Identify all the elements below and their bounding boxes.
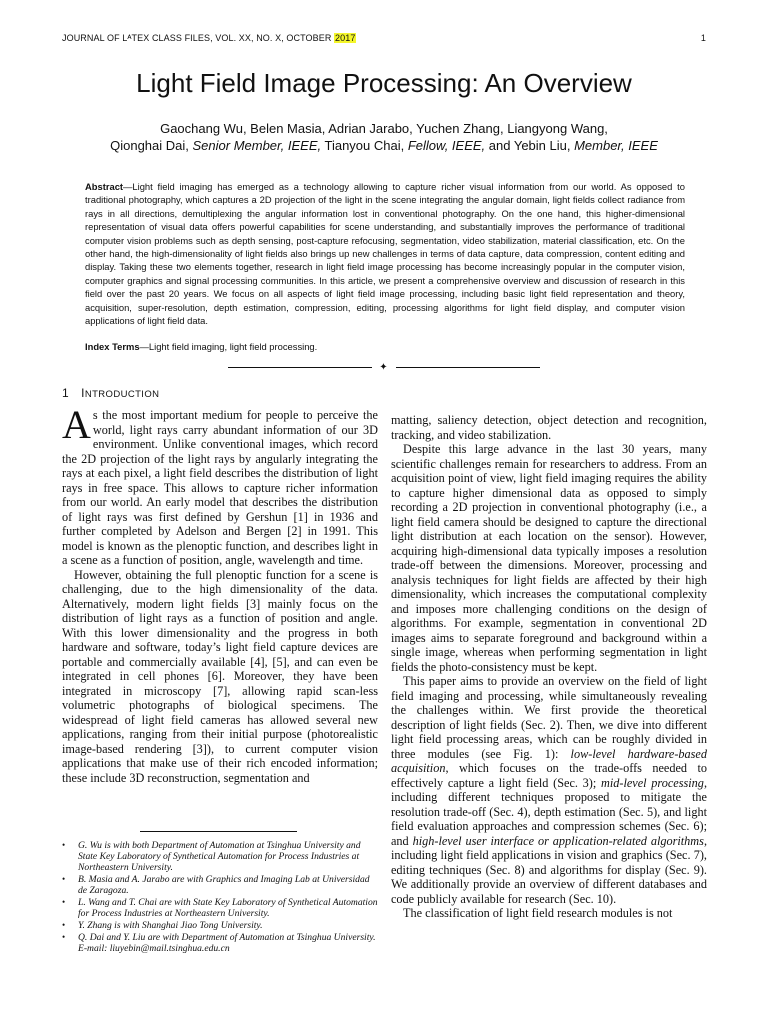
author-affiliation: Member, IEEE — [574, 138, 658, 153]
section-heading — [62, 386, 159, 400]
left-column — [62, 402, 378, 785]
divider-line-left — [228, 367, 372, 368]
footnote-text: G. Wu is with both Department of Automation at Tsinghua University and State Key Laboratory of Synthetical Automation for Process Industries at Northeastern University. — [78, 840, 361, 873]
footnote-text: B. Masia and A. Jarabo are with Graphics and Imaging Lab at Universidad de Zaragoza. — [78, 874, 370, 896]
emphasis-text: mid-level processing — [601, 775, 704, 790]
page-number: 1 — [700, 33, 706, 43]
footnote-text: Q. Dai and Y. Liu are with Department of Automation at Tsinghua University. E-mail: liuyebin@mail.tsinghua.edu.cn — [78, 932, 376, 954]
paragraph — [62, 402, 378, 568]
footnote-item — [62, 874, 378, 896]
section-title-initial: I — [81, 386, 85, 400]
index-terms — [85, 341, 685, 352]
author-affiliation: Fellow, IEEE, — [407, 138, 486, 153]
journal-name — [62, 33, 356, 43]
author-text: Tianyou Chai, — [321, 138, 408, 153]
paragraph-text: s the most important medium for people to perceive the world, light rays carry abundant information of our 3D environment. Unlike conventional images, which record the 2D projection of the light rays by angularly integrating the rays at each pixel, a light field describes the distribution of light rays in free space. This allows to capture richer information from our world. An early model that describes the distribution of light rays was first defined by Gershun [1] in 1936 and further completed by Adelson and Bergen [2] in 1991. This model is known as the plenoptic function, and describes light in a scene as a function of position, angle, wavelength and time. — [62, 408, 378, 567]
bullet-icon: • — [62, 920, 66, 930]
paragraph-text: , including different techniques proposed to mitigate the resolution trade-off (Sec. 4), depth estimation (Sec. 5), and light field evaluation approaches and compression schemes (Sec. 6); and — [391, 775, 707, 848]
author-line-1: Gaochang Wu, Belen Masia, Adrian Jarabo, Yuchen Zhang, Liangyong Wang, — [160, 121, 608, 136]
abstract-label: Abstract — [85, 181, 124, 192]
paragraph: Despite this large advance in the last 30 years, many scientific challenges remain for researchers to address. From an acquisition point of view, light field imaging requires the ability to capture higher dimensional data as opposed to simply recording a 2D projection in conventional photography (i.e., a light field camera should be designed to capture the directional light distribution at each location on the sensor). However, acquiring high-dimensional data typically imposes a resolution trade-off between the dimensions. Moreover, processing and analysis techniques for light fields are affected by their high dimensionality, which increases the computational complexity and imposes more challenging conditions on the design of algorithms. For example, segmentation in conventional 2D images aims to separate foreground and background within a single image, whereas when performing segmentation in light fields the photo-consistency must be kept. — [391, 442, 707, 674]
abstract-text: —Light field imaging has emerged as a technology allowing to capture richer visual information from our world. As opposed to traditional photography, which captures a 2D projection of the light in the scene integrating the angular domain, light fields collect radiance from rays in all directions, demultiplexing the angular information lost in conventional photography. On the one hand, this higher-dimensional representation of visual data offers powerful capabilities for scene understanding, and substantially improves the performance of traditional computer vision problems such as depth sensing, post-capture refocusing, segmentation, video stabilization, material classification, etc. On the other hand, the high-dimensionality of light fields also brings up new challenges in terms of data capture, data compression, content editing and display. Taking these two elements together, research in light field image processing has become increasingly popular in the computer vision, computer graphics and signal processing communities. In this article, we present a comprehensive overview and discussion of research in this field over the past 20 years. We focus on all aspects of light field image processing, including basic light field representation and theory, acquisition, super-resolution, depth estimation, compression, editing, processing algorithms for light field display, and computer vision applications of light field data. — [85, 181, 685, 327]
index-terms-text: —Light field imaging, light field processing. — [139, 341, 318, 352]
footnote-item — [62, 932, 378, 954]
footnote-text: Y. Zhang is with Shanghai Jiao Tong University. — [78, 920, 263, 931]
journal-prefix: JOURNAL OF LᴬTEX CLASS FILES, VOL. XX, NO. X, OCTOBER — [62, 33, 335, 43]
paragraph-text: This paper aims to provide an overview on the field of light field imaging and processing, while simultaneously revealing the challenges within. We first provide the theoretical description of light fields (Sec. 2). Then, we dive into different light field processing areas, which can be roughly divided in three modules (see Fig. 1): — [391, 674, 707, 761]
footnote-text: L. Wang and T. Chai are with State Key Laboratory of Synthetical Automation for Process Industries at Northeastern University. — [78, 897, 378, 919]
paragraph: However, obtaining the full plenoptic function for a scene is challenging, due to the high dimensionality of the data. Alternatively, modern light fields [3] mainly focus on the distribution of light rays as a function of position and angle. With this lower dimensionality and the progress in both hardware and software, today’s light field capture devices are portable and commercially available [4], [5], and can even be integrated in cell phones [6]. Moreover, they have been integrated in microscopy [7], allowing rapid scan-less volumetric photographs of biological specimens. The widespread of light field cameras has allowed several new applications, ranging from their initial purpose (photorealistic image-based rendering [3]), to current computer vision applications that make use of their rich encoded information; these include 3D reconstruction, segmentation and — [62, 567, 378, 785]
author-text: Qionghai Dai, — [110, 138, 193, 153]
diamond-icon: ✦ — [379, 362, 388, 373]
bullet-icon: • — [62, 897, 66, 907]
emphasis-text: high-level user interface or application-related algorithms — [412, 833, 704, 848]
paragraph — [391, 674, 707, 906]
bullet-icon: • — [62, 932, 66, 942]
paragraph-text: , including light field applications in vision and graphics (Sec. 7), editing techniques (Sec. 8) and algorithms for display (Sec. 9). We additionally provide an overview of different databases and code publicly available for research (Sec. 10). — [391, 833, 707, 906]
paragraph: The classification of light field research modules is not — [403, 906, 673, 920]
author-line-2 — [40, 137, 728, 154]
paper-title: Light Field Image Processing: An Overview — [136, 68, 632, 98]
abstract — [85, 180, 685, 327]
drop-cap: A — [62, 402, 91, 447]
bullet-icon: • — [62, 874, 66, 884]
author-text: and Yebin Liu, — [485, 138, 575, 153]
highlighted-year: 2017 — [335, 33, 356, 43]
author-list — [40, 120, 728, 154]
paragraph: matting, saliency detection, object detection and recognition, tracking, and video stabilization. — [391, 413, 707, 442]
emphasis-text: low-level hardware-based acquisition — [391, 746, 707, 775]
divider-line-right — [396, 367, 540, 368]
author-affiliation: Senior Member, IEEE, — [192, 138, 322, 153]
footnotes — [62, 840, 378, 955]
footnote-item — [62, 920, 378, 931]
section-divider — [228, 362, 540, 374]
running-header — [62, 33, 706, 49]
paragraph-text: , which focuses on the trade-offs needed to effectively capture a light field (Sec. 3); — [391, 761, 707, 790]
right-column — [391, 413, 707, 921]
bullet-icon: • — [62, 840, 66, 850]
index-terms-label: Index Terms — [85, 341, 140, 352]
section-title-rest: NTRODUCTION — [84, 389, 160, 400]
footnote-item — [62, 840, 378, 873]
footnote-item — [62, 897, 378, 919]
footnote-rule — [140, 831, 297, 832]
section-number: 1 — [62, 386, 70, 400]
